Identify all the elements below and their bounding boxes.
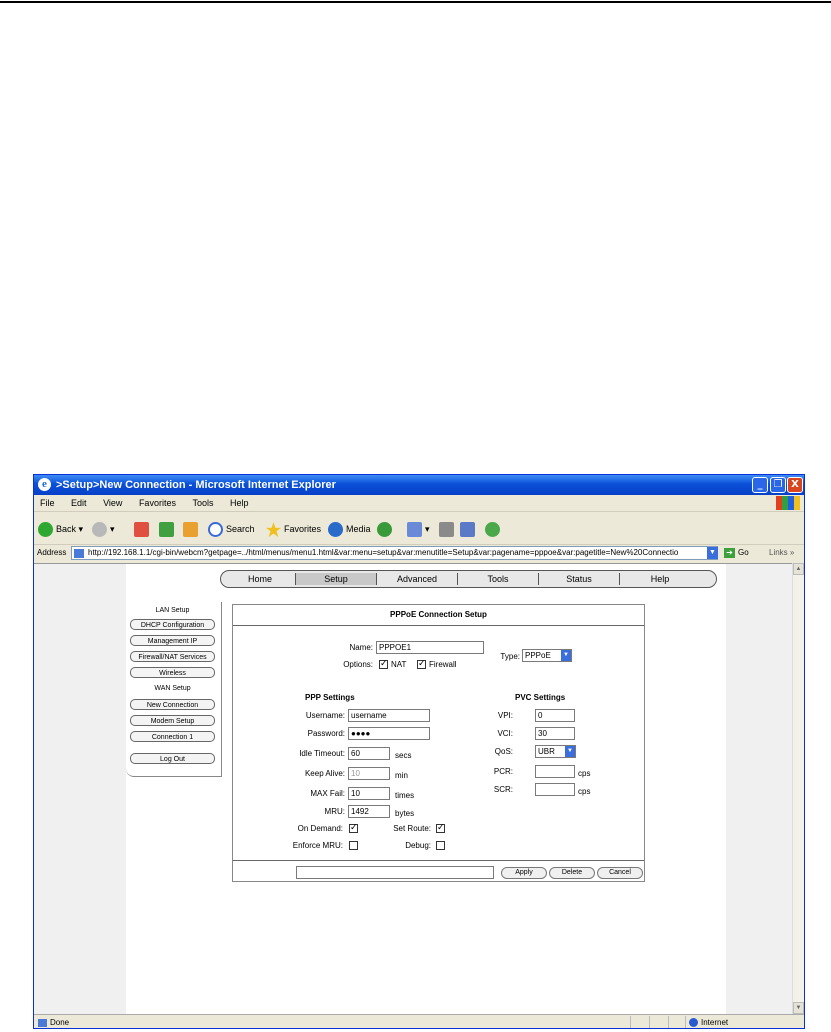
back-button[interactable]: Back ▾ [38, 520, 83, 538]
sidebar-wan-header: WAN Setup [154, 685, 191, 692]
history-icon [377, 522, 392, 537]
forward-arrow-icon [92, 522, 107, 537]
refresh-button[interactable] [159, 520, 177, 538]
go-button[interactable]: ➔ Go [724, 548, 749, 558]
chevron-down-icon: ▼ [565, 746, 575, 757]
favorites-button[interactable]: Favorites [266, 520, 321, 538]
firewall-checkbox[interactable]: ✓ [418, 659, 426, 669]
debug-label: Debug: [405, 841, 431, 850]
sidebar [126, 602, 222, 777]
vpi-input[interactable]: 0 [535, 709, 575, 722]
minimize-button[interactable]: _ [752, 477, 768, 493]
sidebar-item-logout[interactable]: Log Out [130, 753, 215, 764]
username-label: Username: [305, 711, 345, 720]
menu-help[interactable]: Help [230, 498, 249, 508]
qos-label: QoS: [494, 747, 513, 756]
mail-button[interactable]: ▾ [407, 520, 430, 538]
history-button[interactable] [377, 520, 395, 538]
debug-checkbox[interactable] [436, 841, 445, 850]
forward-button[interactable]: ▾ [92, 520, 115, 538]
idle-timeout-label: Idle Timeout: [299, 749, 345, 758]
mru-input[interactable]: 1492 [348, 805, 390, 818]
address-dropdown-icon[interactable]: ▼ [707, 547, 718, 559]
status-divider [668, 1016, 669, 1029]
type-label: Type: [500, 652, 520, 661]
printer-icon [439, 522, 454, 537]
router-page [126, 564, 726, 1015]
name-input[interactable]: PPPOE1 [376, 641, 484, 654]
tab-status[interactable]: Status [539, 573, 620, 585]
password-input[interactable]: ●●●● [348, 727, 430, 740]
search-button[interactable]: Search [208, 520, 255, 538]
options-label: Options: [343, 660, 373, 669]
sidebar-item-new-connection[interactable]: New Connection [130, 699, 215, 710]
menu-view[interactable]: View [103, 498, 123, 508]
pcr-unit: cps [578, 769, 591, 778]
messenger-button[interactable] [485, 520, 503, 538]
menu-tools[interactable]: Tools [192, 498, 214, 508]
maximize-button[interactable]: ❐ [770, 477, 786, 493]
idle-timeout-unit: secs [395, 751, 412, 760]
main-nav [220, 570, 717, 588]
toolbar [34, 512, 804, 545]
menu-bar [34, 495, 804, 512]
pppoe-form-panel [232, 604, 645, 882]
address-bar [34, 545, 804, 562]
media-button[interactable]: Media [328, 520, 371, 538]
keep-alive-input[interactable]: 10 [348, 767, 390, 780]
stop-icon [134, 522, 149, 537]
pcr-label: PCR: [493, 767, 513, 776]
sidebar-item-management-ip[interactable]: Management IP [130, 635, 215, 646]
enforce-mru-label: Enforce MRU: [292, 841, 343, 850]
tab-advanced[interactable]: Advanced [377, 573, 458, 585]
home-button[interactable] [183, 520, 201, 538]
qos-select[interactable]: UBR ▼ [535, 745, 576, 758]
menu-edit[interactable]: Edit [71, 498, 87, 508]
menu-file[interactable]: File [40, 498, 55, 508]
on-demand-checkbox[interactable]: ✓ [350, 823, 358, 833]
address-input[interactable]: http://192.168.1.1/cgi-bin/webcm?getpage=../html/menus/menu1.html&var:menu=setup&var:menutitle=Setup&var:pagename=pppoe&var:pagetitle=New%20Connectio [71, 546, 718, 560]
pvc-settings-title: PVC Settings [515, 693, 566, 702]
keep-alive-label: Keep Alive: [304, 769, 345, 778]
idle-timeout-input[interactable]: 60 [348, 747, 390, 760]
window-title: >Setup>New Connection - Microsoft Internet Explorer [56, 479, 336, 491]
edit-icon [460, 522, 475, 537]
page-top-rule [0, 1, 831, 3]
stop-button[interactable] [134, 520, 152, 538]
nat-label: NAT [391, 660, 407, 669]
sidebar-item-modem-setup[interactable]: Modem Setup [130, 715, 215, 726]
windows-logo-icon [776, 496, 800, 510]
max-fail-input[interactable]: 10 [348, 787, 390, 800]
form-title: PPPoE Connection Setup [233, 605, 644, 626]
mail-icon [407, 522, 422, 537]
links-button[interactable]: Links » [769, 548, 795, 557]
status-message-field [296, 866, 494, 879]
star-icon [266, 522, 281, 537]
ppp-settings-title: PPP Settings [305, 693, 355, 702]
scroll-up-icon[interactable]: ▲ [793, 563, 804, 575]
close-button[interactable]: X [787, 477, 803, 493]
keep-alive-unit: min [395, 771, 408, 780]
vci-input[interactable]: 30 [535, 727, 575, 740]
status-divider [630, 1016, 631, 1029]
max-fail-label: MAX Fail: [310, 789, 345, 798]
type-select[interactable]: PPPoE ▼ [522, 649, 572, 662]
form-footer [233, 860, 644, 883]
status-divider [685, 1016, 686, 1029]
page-content [34, 563, 792, 1015]
address-label: Address [37, 548, 67, 557]
messenger-icon [485, 522, 500, 537]
vertical-scrollbar[interactable] [792, 563, 804, 1014]
mru-label: MRU: [324, 807, 345, 816]
title-bar [34, 475, 804, 495]
enforce-mru-checkbox[interactable] [349, 841, 358, 850]
tab-help[interactable]: Help [650, 574, 670, 584]
scr-unit: cps [578, 787, 591, 796]
chevron-down-icon: ▼ [561, 650, 571, 661]
max-fail-unit: times [395, 791, 415, 800]
on-demand-label: On Demand: [297, 824, 343, 833]
sidebar-item-wireless[interactable]: Wireless [130, 667, 215, 678]
media-icon [328, 522, 343, 537]
sidebar-item-dhcp[interactable]: DHCP Configuration [130, 619, 215, 630]
vpi-label: VPI: [497, 711, 513, 720]
set-route-label: Set Route: [393, 824, 431, 833]
sidebar-item-connection-1[interactable]: Connection 1 [130, 731, 215, 742]
tab-home[interactable]: Home [225, 573, 296, 585]
username-input[interactable]: username [348, 709, 430, 722]
firewall-label: Firewall [429, 660, 457, 669]
back-arrow-icon [38, 522, 53, 537]
delete-button[interactable]: Delete [549, 867, 595, 879]
vci-label: VCI: [497, 729, 513, 738]
edit-button[interactable] [460, 520, 478, 538]
nat-checkbox[interactable]: ✓ [380, 659, 388, 669]
password-label: Password: [307, 729, 345, 738]
print-button[interactable] [439, 520, 457, 538]
pcr-input[interactable] [535, 765, 575, 778]
status-bar [34, 1014, 804, 1029]
home-icon [183, 522, 198, 537]
tab-setup[interactable]: Setup [296, 573, 377, 585]
scroll-down-icon[interactable]: ▼ [793, 1002, 804, 1014]
status-divider [649, 1016, 650, 1029]
set-route-checkbox[interactable]: ✓ [437, 823, 445, 833]
name-label: Name: [349, 643, 373, 652]
search-icon [208, 522, 223, 537]
cancel-button[interactable]: Cancel [597, 867, 643, 879]
status-text: Done [38, 1018, 69, 1027]
sidebar-lan-header: LAN Setup [155, 607, 190, 614]
sidebar-item-firewall[interactable]: Firewall/NAT Services [130, 651, 215, 662]
refresh-icon [159, 522, 174, 537]
browser-window [33, 474, 805, 1029]
apply-button[interactable]: Apply [501, 867, 547, 879]
scr-label: SCR: [493, 785, 513, 794]
scr-input[interactable] [535, 783, 575, 796]
mru-unit: bytes [395, 809, 415, 818]
tab-tools[interactable]: Tools [458, 573, 539, 585]
menu-favorites[interactable]: Favorites [138, 498, 176, 508]
internet-zone: Internet [689, 1018, 728, 1027]
ie-icon: e [38, 478, 51, 491]
